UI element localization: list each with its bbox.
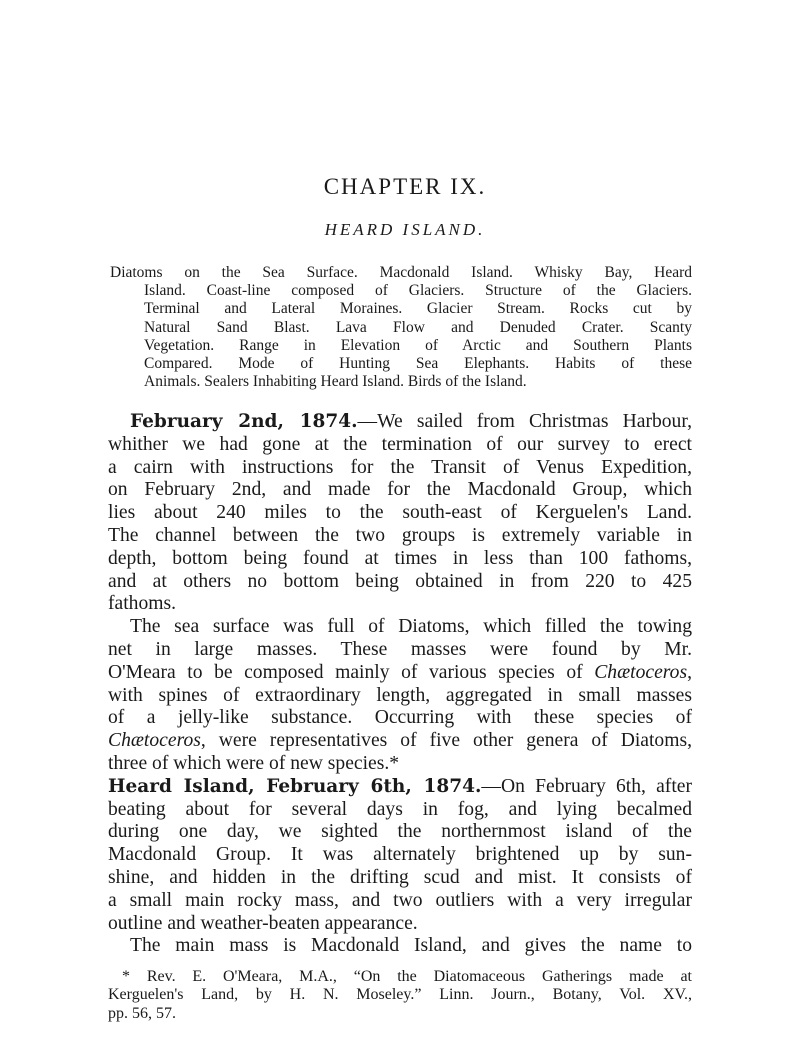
paragraph-line: fathoms. (108, 593, 177, 615)
paragraph-line: The channel between the two groups is extremely variable in (108, 524, 692, 546)
synopsis-line: Vegetation. Range in Elevation of Arctic and Southern Plants (144, 336, 692, 354)
paragraph-line: of a jelly-like substance. Occurring with these species of (108, 707, 692, 729)
paragraph-line (108, 776, 692, 799)
paragraph-line: net in large masses. These masses were found by Mr. (108, 638, 692, 660)
paragraph-line: Macdonald Group. It was alternately brightened up by sun- (108, 844, 692, 866)
genus-name: Chætoceros (594, 661, 688, 683)
chapter-synopsis (110, 264, 692, 391)
paragraph-line: three of which were of new species.* (108, 752, 400, 774)
footnote (108, 968, 692, 1023)
paragraph-line: with spines of extraordinary length, aggregated in small masses (108, 684, 692, 706)
footnote-line: * Rev. E. O'Meara, M.A., “On the Diatomaceous Gatherings made at (122, 968, 692, 985)
paragraph-line: whither we had gone at the termination of our survey to erect (108, 433, 692, 455)
paragraph-line: outline and weather-beaten appearance. (108, 912, 418, 934)
paragraph-text: —On February 6th, after (481, 775, 692, 797)
footnote-line: pp. 56, 57. (108, 1004, 176, 1022)
paragraph-line: beating about for several days in fog, and lying becalmed (108, 798, 692, 820)
paragraph-line: on February 2nd, and made for the Macdonald Group, which (108, 479, 692, 501)
date-heading: Heard Island, February 6th, 1874. (108, 775, 482, 797)
paragraph-line: The main mass is Macdonald Island, and gives the name to (130, 935, 692, 957)
paragraph-text: , were representatives of five other genera of Diatoms, (200, 730, 692, 752)
paragraph-line: a small main rocky mass, and two outliers with a very irregular (108, 889, 692, 911)
date-heading: February 2nd, 1874. (130, 411, 358, 432)
body-text (108, 411, 692, 958)
synopsis-line: Compared. Mode of Hunting Sea Elephants. Habits of these (144, 354, 692, 372)
paragraph-line: during one day, we sighted the northernmost island of the (108, 821, 692, 843)
synopsis-line: Natural Sand Blast. Lava Flow and Denuded Crater. Scanty (144, 318, 692, 336)
paragraph-line: depth, bottom being found at times in less than 100 fathoms, (108, 547, 692, 569)
paragraph-line (108, 411, 692, 434)
paragraph-line: lies about 240 miles to the south-east of Kerguelen's Land. (108, 502, 692, 524)
paragraph-text: O'Meara to be composed mainly of various species of (108, 661, 595, 683)
synopsis-line: Animals. Sealers Inhabiting Heard Island. Birds of the Island. (144, 373, 527, 391)
chapter-subtitle: HEARD ISLAND. (324, 220, 486, 239)
footnote-line: Kerguelen's Land, by H. N. Moseley.” Linn. Journ., Botany, Vol. XV., (108, 986, 692, 1004)
paragraph-line: shine, and hidden in the drifting scud and mist. It consists of (108, 866, 692, 888)
paragraph-line: The sea surface was full of Diatoms, which filled the towing (130, 616, 692, 638)
paragraph-line (108, 730, 692, 753)
chapter-title: CHAPTER IX. (323, 174, 487, 199)
paragraph-line: a cairn with instructions for the Transit of Venus Expedition, (108, 456, 692, 478)
paragraph-line: and at others no bottom being obtained in from 220 to 425 (108, 570, 692, 592)
synopsis-line: Diatoms on the Sea Surface. Macdonald Island. Whisky Bay, Heard (110, 264, 692, 281)
paragraph-line (108, 662, 692, 685)
genus-name: Chætoceros (108, 730, 201, 752)
paragraph-text: —We sailed from Christmas Harbour, (357, 411, 692, 432)
synopsis-line: Island. Coast-line composed of Glaciers. Structure of the Glaciers. (144, 282, 692, 300)
synopsis-line: Terminal and Lateral Moraines. Glacier Stream. Rocks cut by (144, 300, 692, 318)
paragraph-text: , (687, 661, 692, 683)
